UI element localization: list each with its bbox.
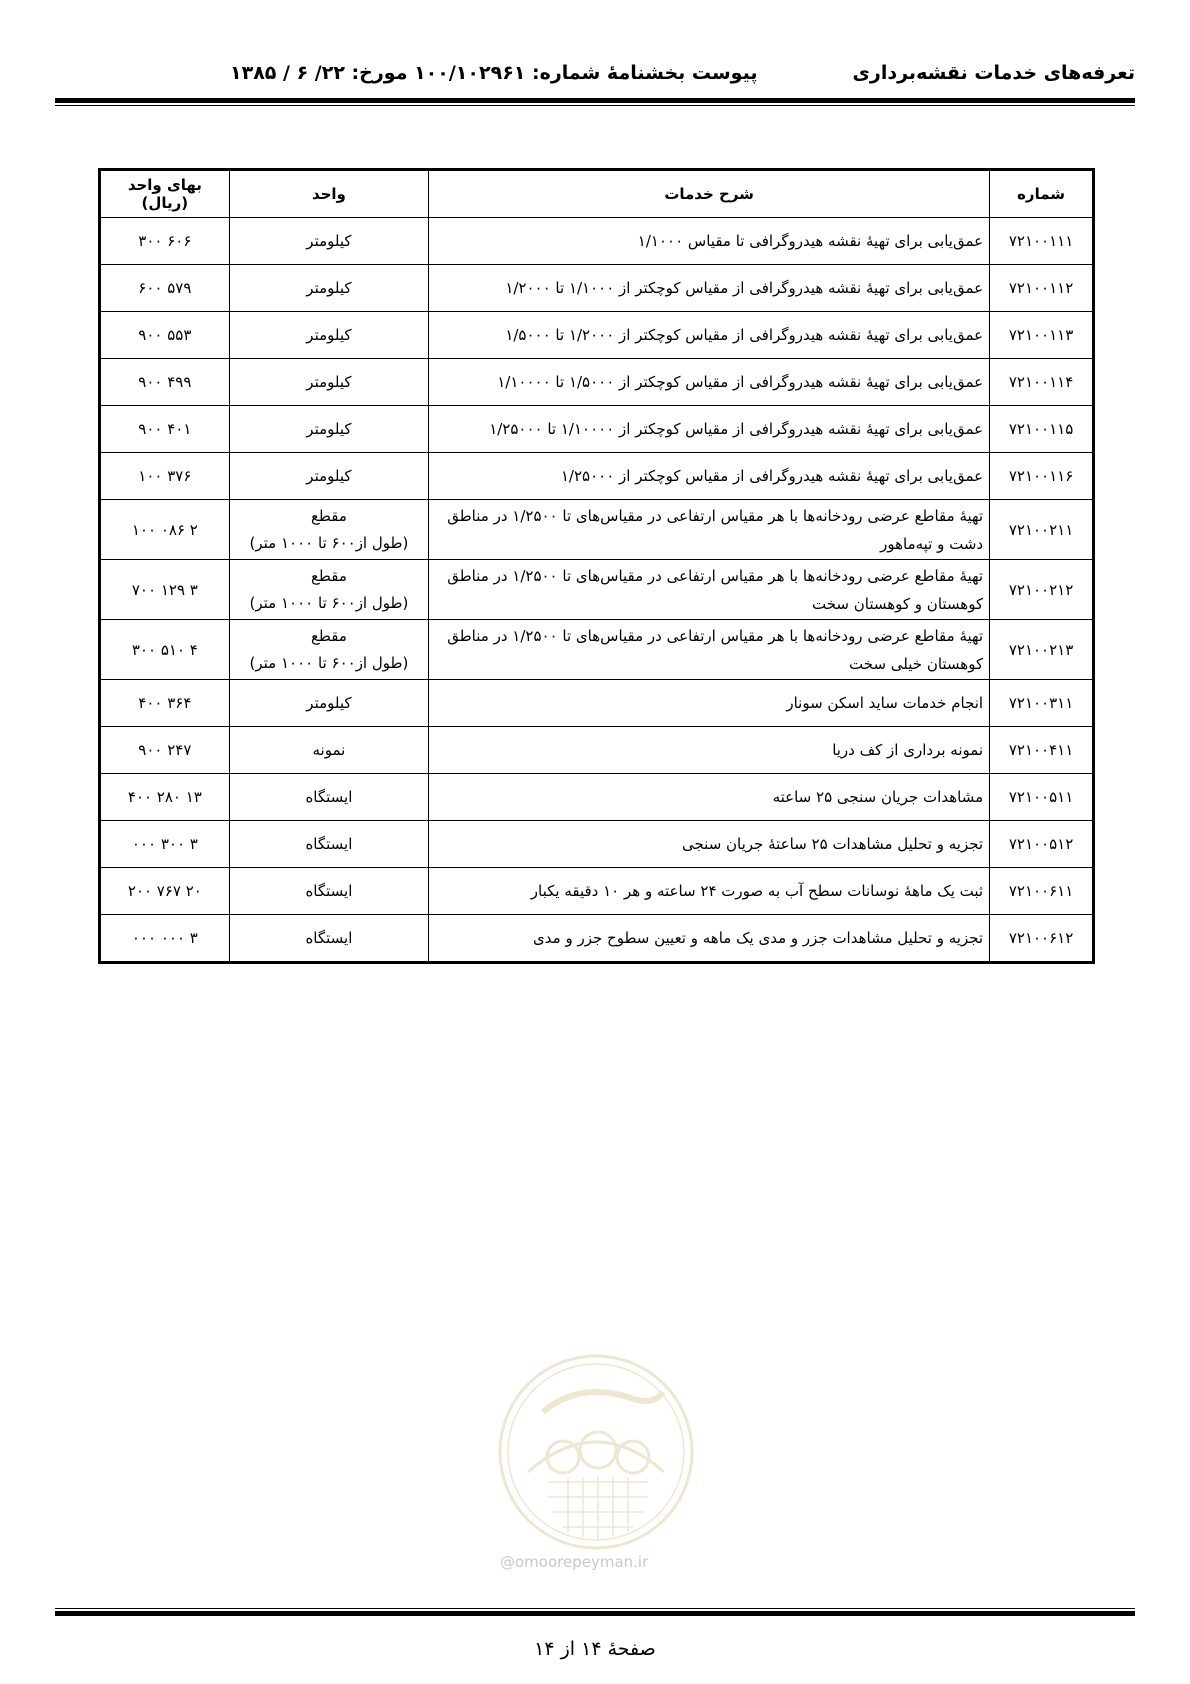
- table-row: [100, 500, 1094, 560]
- cell-price: ۴۹۹ ۹۰۰: [100, 359, 230, 406]
- cell-price: ۳۶۴ ۴۰۰: [100, 680, 230, 727]
- cell-price: ۴ ۵۱۰ ۳۰۰: [100, 620, 230, 680]
- cell-code: ۷۲۱۰۰۲۱۱: [990, 500, 1094, 560]
- cell-unit: [229, 359, 428, 406]
- cell-price: ۲ ۰۸۶ ۱۰۰: [100, 500, 230, 560]
- cell-description: عمق‌یابی برای تهیهٔ نقشه هیدروگرافی از مقیاس کوچکتر از ۱/۲۵۰۰۰: [429, 453, 990, 500]
- header-rule-thick: [55, 98, 1135, 103]
- cell-code: ۷۲۱۰۰۱۱۳: [990, 312, 1094, 359]
- cell-description: تهیهٔ مقاطع عرضی رودخانه‌ها با هر مقیاس ارتفاعی در مقیاس‌های تا ۱/۲۵۰۰ در مناطق کوهستان خیلی سخت: [429, 620, 990, 680]
- cell-code: ۷۲۱۰۰۱۱۴: [990, 359, 1094, 406]
- table-row: [100, 312, 1094, 359]
- unit-note: (طول از۶۰۰ تا ۱۰۰۰ متر): [249, 653, 409, 672]
- cell-description: عمق‌یابی برای تهیهٔ نقشه هیدروگرافی از مقیاس کوچکتر از ۱/۵۰۰۰ تا ۱/۱۰۰۰۰: [429, 359, 990, 406]
- cell-description: تجزیه و تحلیل مشاهدات جزر و مدی یک ماهه و تعیین سطوح جزر و مدی: [429, 915, 990, 963]
- table-row: [100, 774, 1094, 821]
- cell-description: ثبت یک ماههٔ نوسانات سطح آب به صورت ۲۴ ساعته و هر ۱۰ دقیقه یکبار: [429, 868, 990, 915]
- footer-rule-thin: [55, 1608, 1135, 1609]
- unit-note: (طول از۶۰۰ تا ۱۰۰۰ متر): [249, 533, 409, 552]
- cell-code: ۷۲۱۰۰۲۱۳: [990, 620, 1094, 680]
- cell-code: ۷۲۱۰۰۱۱۲: [990, 265, 1094, 312]
- unit-label: کیلومتر: [306, 466, 352, 485]
- cell-description: تهیهٔ مقاطع عرضی رودخانه‌ها با هر مقیاس ارتفاعی در مقیاس‌های تا ۱/۲۵۰۰ در مناطق دشت و تپه‌ماهور: [429, 500, 990, 560]
- cell-description: عمق‌یابی برای تهیهٔ نقشه هیدروگرافی تا مقیاس ۱/۱۰۰۰: [429, 218, 990, 265]
- table-row: [100, 560, 1094, 620]
- cell-description: عمق‌یابی برای تهیهٔ نقشه هیدروگرافی از مقیاس کوچکتر از ۱/۱۰۰۰۰ تا ۱/۲۵۰۰۰: [429, 406, 990, 453]
- cell-code: ۷۲۱۰۰۵۱۱: [990, 774, 1094, 821]
- unit-label: مقطع: [310, 566, 347, 585]
- cell-unit: [229, 560, 428, 620]
- document-reference: پیوست بخشنامهٔ شماره: ۱۰۰/۱۰۲۹۶۱ مورخ: ۲۲/ ۶ / ۱۳۸۵: [230, 62, 758, 84]
- cell-price: ۴۰۱ ۹۰۰: [100, 406, 230, 453]
- table-row: [100, 620, 1094, 680]
- unit-label: نمونه: [312, 740, 346, 759]
- unit-label: مقطع: [310, 506, 347, 525]
- unit-label: کیلومتر: [306, 372, 352, 391]
- table-header-row: [100, 170, 1094, 218]
- page-header: [55, 60, 1135, 90]
- cell-unit: [229, 821, 428, 868]
- cell-price: ۶۰۶ ۳۰۰: [100, 218, 230, 265]
- page-number: صفحهٔ ۱۴ از ۱۴: [534, 1638, 656, 1660]
- cell-description: عمق‌یابی برای تهیهٔ نقشه هیدروگرافی از مقیاس کوچکتر از ۱/۲۰۰۰ تا ۱/۵۰۰۰: [429, 312, 990, 359]
- cell-description: عمق‌یابی برای تهیهٔ نقشه هیدروگرافی از مقیاس کوچکتر از ۱/۱۰۰۰ تا ۱/۲۰۰۰: [429, 265, 990, 312]
- cell-unit: [229, 500, 428, 560]
- cell-code: ۷۲۱۰۰۵۱۲: [990, 821, 1094, 868]
- cell-description: انجام خدمات ساید اسکن سونار: [429, 680, 990, 727]
- unit-note: (طول از۶۰۰ تا ۱۰۰۰ متر): [249, 593, 409, 612]
- table-body: [100, 218, 1094, 963]
- cell-description: تهیهٔ مقاطع عرضی رودخانه‌ها با هر مقیاس ارتفاعی در مقیاس‌های تا ۱/۲۵۰۰ در مناطق کوهستان و کوهستان سخت: [429, 560, 990, 620]
- cell-code: ۷۲۱۰۰۱۱۱: [990, 218, 1094, 265]
- table-row: [100, 453, 1094, 500]
- cell-unit: [229, 453, 428, 500]
- unit-label: کیلومتر: [306, 419, 352, 438]
- cell-price: ۵۷۹ ۶۰۰: [100, 265, 230, 312]
- cell-description: تجزیه و تحلیل مشاهدات ۲۵ ساعتهٔ جریان سنجی: [429, 821, 990, 868]
- cell-price: ۲۰ ۷۶۷ ۲۰۰: [100, 868, 230, 915]
- cell-unit: [229, 680, 428, 727]
- table-row: [100, 915, 1094, 963]
- unit-label: کیلومتر: [306, 231, 352, 250]
- header-rule-thin: [55, 105, 1135, 106]
- cell-price: ۳ ۱۲۹ ۷۰۰: [100, 560, 230, 620]
- cell-unit: [229, 406, 428, 453]
- cell-code: ۷۲۱۰۰۱۱۵: [990, 406, 1094, 453]
- watermark-site: @omoorepeyman.ir: [500, 1553, 649, 1571]
- table-row: [100, 265, 1094, 312]
- document-title: تعرفه‌های خدمات نقشه‌برداری: [852, 62, 1135, 84]
- cell-price: ۳ ۰۰۰ ۰۰۰: [100, 915, 230, 963]
- table-row: [100, 218, 1094, 265]
- unit-label: کیلومتر: [306, 693, 352, 712]
- cell-unit: [229, 265, 428, 312]
- cell-unit: [229, 620, 428, 680]
- table-row: [100, 680, 1094, 727]
- cell-unit: [229, 915, 428, 963]
- unit-label: کیلومتر: [306, 278, 352, 297]
- cell-code: ۷۲۱۰۰۶۱۱: [990, 868, 1094, 915]
- cell-price: ۵۵۳ ۹۰۰: [100, 312, 230, 359]
- cell-code: ۷۲۱۰۰۴۱۱: [990, 727, 1094, 774]
- cell-unit: [229, 774, 428, 821]
- cell-description: نمونه برداری از کف دریا: [429, 727, 990, 774]
- unit-label: کیلومتر: [306, 325, 352, 344]
- column-header-code: شماره: [990, 170, 1094, 218]
- cell-code: ۷۲۱۰۰۶۱۲: [990, 915, 1094, 963]
- unit-label: ایستگاه: [305, 834, 353, 853]
- cell-price: ۱۳ ۲۸۰ ۴۰۰: [100, 774, 230, 821]
- tariff-table: [98, 168, 1095, 964]
- cell-code: ۷۲۱۰۰۲۱۲: [990, 560, 1094, 620]
- table-row: [100, 406, 1094, 453]
- table-row: [100, 821, 1094, 868]
- unit-label: ایستگاه: [305, 928, 353, 947]
- footer-rule-thick: [55, 1611, 1135, 1616]
- column-header-price: بهای واحد (ریال): [100, 170, 230, 218]
- column-header-unit: واحد: [229, 170, 428, 218]
- cell-unit: [229, 218, 428, 265]
- cell-code: ۷۲۱۰۰۱۱۶: [990, 453, 1094, 500]
- cell-unit: [229, 868, 428, 915]
- table-row: [100, 868, 1094, 915]
- cell-price: ۳ ۳۰۰ ۰۰۰: [100, 821, 230, 868]
- table-row: [100, 727, 1094, 774]
- unit-label: ایستگاه: [305, 787, 353, 806]
- seal-logo-icon: [488, 1352, 704, 1552]
- cell-unit: [229, 312, 428, 359]
- cell-description: مشاهدات جریان سنجی ۲۵ ساعته: [429, 774, 990, 821]
- column-header-description: شرح خدمات: [429, 170, 990, 218]
- cell-price: ۳۷۶ ۱۰۰: [100, 453, 230, 500]
- cell-code: ۷۲۱۰۰۳۱۱: [990, 680, 1094, 727]
- cell-unit: [229, 727, 428, 774]
- unit-label: مقطع: [310, 626, 347, 645]
- unit-label: ایستگاه: [305, 881, 353, 900]
- table-row: [100, 359, 1094, 406]
- cell-price: ۲۴۷ ۹۰۰: [100, 727, 230, 774]
